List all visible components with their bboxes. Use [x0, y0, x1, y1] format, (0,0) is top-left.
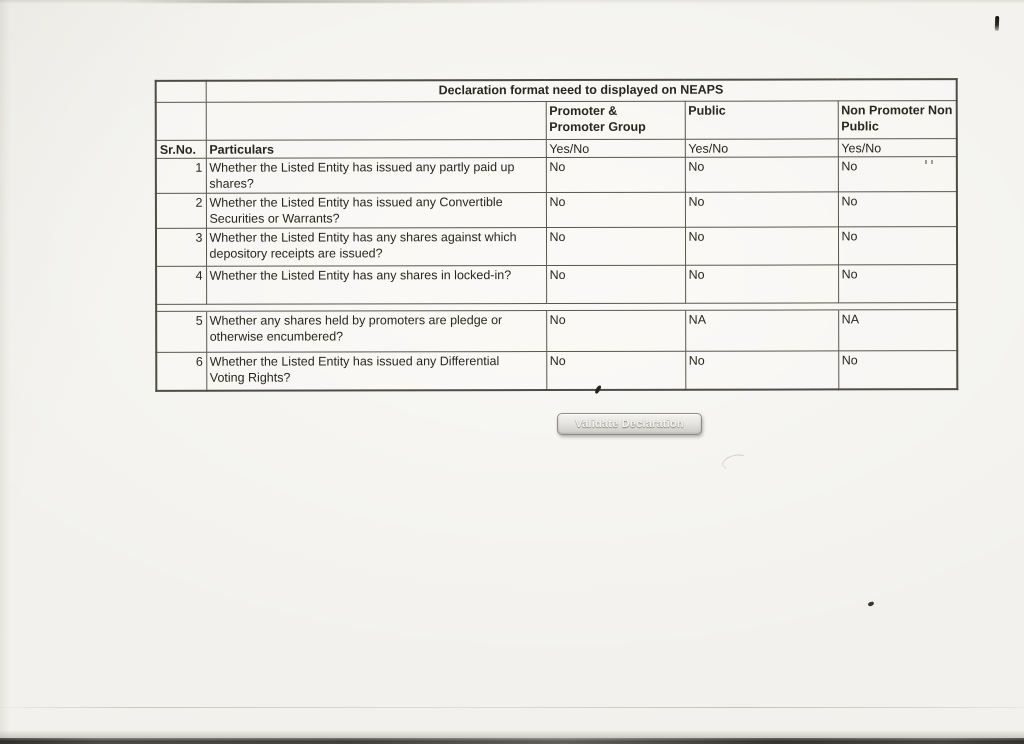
answer-promoter: No — [546, 192, 685, 227]
group-header-empty-sr — [156, 102, 206, 140]
col-header-public: Public — [685, 100, 838, 138]
row-srno: 4 — [156, 266, 206, 304]
answer-public: No — [685, 156, 838, 191]
answer-promoter: No — [546, 157, 685, 192]
answer-promoter: No — [546, 351, 685, 390]
row-question: Whether the Listed Entity has any shares against which depository receipts are issued? — [206, 227, 546, 266]
scan-bottom-shading — [0, 730, 1024, 738]
answer-type-public: Yes/No — [685, 138, 838, 156]
answer-public: No — [685, 264, 838, 302]
answer-public: No — [685, 350, 838, 389]
title-row — [156, 79, 957, 102]
row-question: Whether the Listed Entity has any shares in locked-in? — [206, 265, 546, 304]
answer-non-promoter: No — [838, 264, 957, 302]
answer-type-promoter: Yes/No — [546, 139, 685, 157]
table-row — [156, 156, 957, 193]
answer-non-promoter: No — [838, 226, 957, 264]
validate-declaration-button[interactable]: Validate Declaration — [557, 413, 702, 435]
row-srno: 6 — [156, 352, 206, 391]
declaration-table — [155, 78, 959, 392]
scan-bottom-edge — [0, 738, 1024, 744]
answer-non-promoter: No — [838, 191, 957, 226]
answer-non-promoter: NA — [838, 309, 957, 350]
table-row — [156, 191, 957, 228]
answer-non-promoter: No — [838, 156, 957, 191]
answer-public: No — [685, 191, 838, 226]
sr-no-label: Sr.No. — [156, 140, 206, 158]
table-row — [156, 309, 957, 352]
table-title: Declaration format need to displayed on NEAPS — [206, 79, 957, 102]
answer-promoter: No — [546, 265, 685, 303]
table-row — [156, 350, 957, 391]
label-row — [156, 138, 957, 158]
title-row-empty-cell — [156, 81, 206, 102]
row-question: Whether the Listed Entity has issued any Differential Voting Rights? — [206, 351, 546, 391]
row-question: Whether any shares held by promoters are pledge or otherwise encumbered? — [206, 310, 546, 352]
table-row — [156, 226, 957, 266]
row-srno: 1 — [156, 158, 206, 193]
answer-public: NA — [685, 309, 838, 350]
group-header-empty-particulars — [206, 101, 546, 140]
col-header-promoter-group: Promoter & Promoter Group — [546, 101, 685, 139]
particulars-label: Particulars — [206, 139, 546, 158]
row-srno: 2 — [156, 193, 206, 228]
ink-mark — [995, 16, 1000, 31]
table-row — [156, 264, 957, 304]
pencil-tick-marks — [925, 160, 935, 164]
scan-top-smudge — [120, 0, 540, 3]
row-question: Whether the Listed Entity has issued any Convertible Securities or Warrants? — [206, 192, 546, 228]
row-question: Whether the Listed Entity has issued any partly paid up shares? — [206, 157, 546, 193]
answer-type-non-promoter: Yes/No — [838, 138, 957, 156]
answer-public: No — [685, 226, 838, 264]
row-srno: 5 — [156, 311, 206, 352]
answer-non-promoter: No — [838, 350, 957, 389]
paper-crease — [0, 707, 1024, 708]
answer-promoter: No — [546, 227, 685, 265]
answer-promoter: No — [546, 310, 685, 351]
group-header-row — [156, 100, 957, 140]
col-header-non-promoter-non-public: Non Promoter Non Public — [838, 100, 957, 138]
row-srno: 3 — [156, 228, 206, 266]
